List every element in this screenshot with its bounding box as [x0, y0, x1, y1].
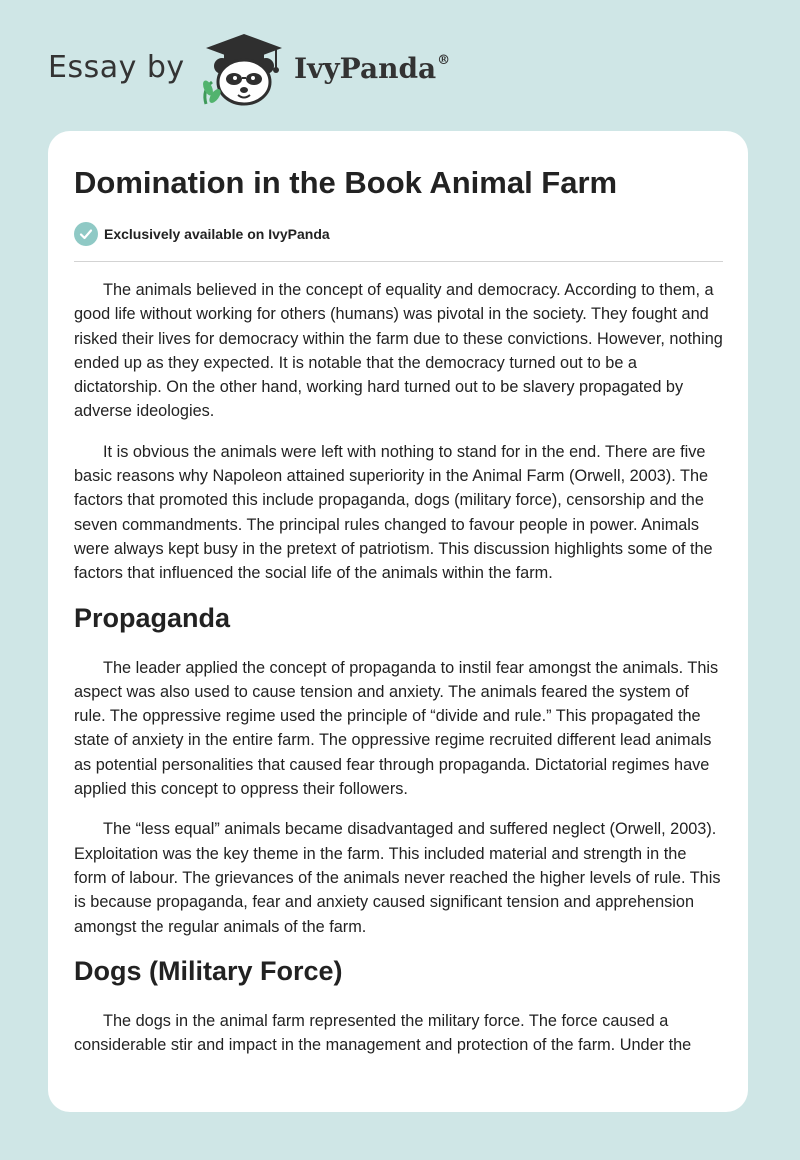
site-header: [0, 0, 800, 130]
brand-name[interactable]: [294, 52, 450, 85]
divider: [74, 261, 723, 262]
trademark-symbol: ®: [437, 53, 451, 68]
paragraph: The “less equal” animals became disadvantaged and suffered neglect (Orwell, 2003). Exploitation was the key theme in the farm. This included material and strength in the form of labour. The grievances of the animals never reached the higher levels of rule. This is because propaganda, fear and anxiety caused significant tension and apprehension amongst the regular animals of the farm.: [74, 820, 721, 936]
panda-logo-icon[interactable]: [198, 32, 290, 108]
exclusive-badge: [74, 221, 330, 247]
article-title: Domination in the Book Animal Farm: [74, 165, 618, 200]
exclusive-label: Exclusively available on IvyPanda: [104, 226, 330, 242]
brand-prefix: Essay by: [48, 50, 185, 85]
section-heading-dogs: Dogs (Military Force): [74, 955, 343, 986]
paragraph: It is obvious the animals were left with nothing to stand for in the end. There are five basic reasons why Napoleon attained superiority in the Animal Farm (Orwell, 2003). The factors that promoted this include propaganda, dogs (military force), censorship and the seven commandments. The principal rules changed to favour people in power. Animals were always kept busy in the pretext of patriotism. This discussion highlights some of the factors that influenced the social life of the animals within the farm.: [74, 442, 713, 583]
article-card: [48, 131, 748, 1112]
section-heading-propaganda: Propaganda: [74, 602, 231, 633]
checkmark-icon: [74, 222, 98, 246]
brand-name-text: IvyPanda: [294, 52, 437, 85]
paragraph: The dogs in the animal farm represented the military force. The force caused a considerable stir and impact in the management and protection of the farm. Under the: [74, 1011, 692, 1055]
paragraph: The leader applied the concept of propaganda to instil fear amongst the animals. This aspect was also used to cause tension and anxiety. The animals feared the system of rule. The oppressive regime used the principle of “divide and rule.” This propagated the state of anxiety in the entire farm. The oppressive regime recruited different lead animals as potential personalities that caused fear through propaganda. Dictatorial regimes have applied this concept to oppress their followers.: [74, 658, 719, 799]
paragraph: The animals believed in the concept of equality and democracy. According to them, a good life without working for others (humans) was pivotal in the society. They fought and risked their lives for democracy within the farm due to these convictions. However, nothing ended up as they expected. It is notable that the democracy turned out to be a dictatorship. On the other hand, working hard turned out to be slavery propagated by adverse ideologies.: [74, 281, 723, 421]
article-body: [74, 278, 723, 1073]
